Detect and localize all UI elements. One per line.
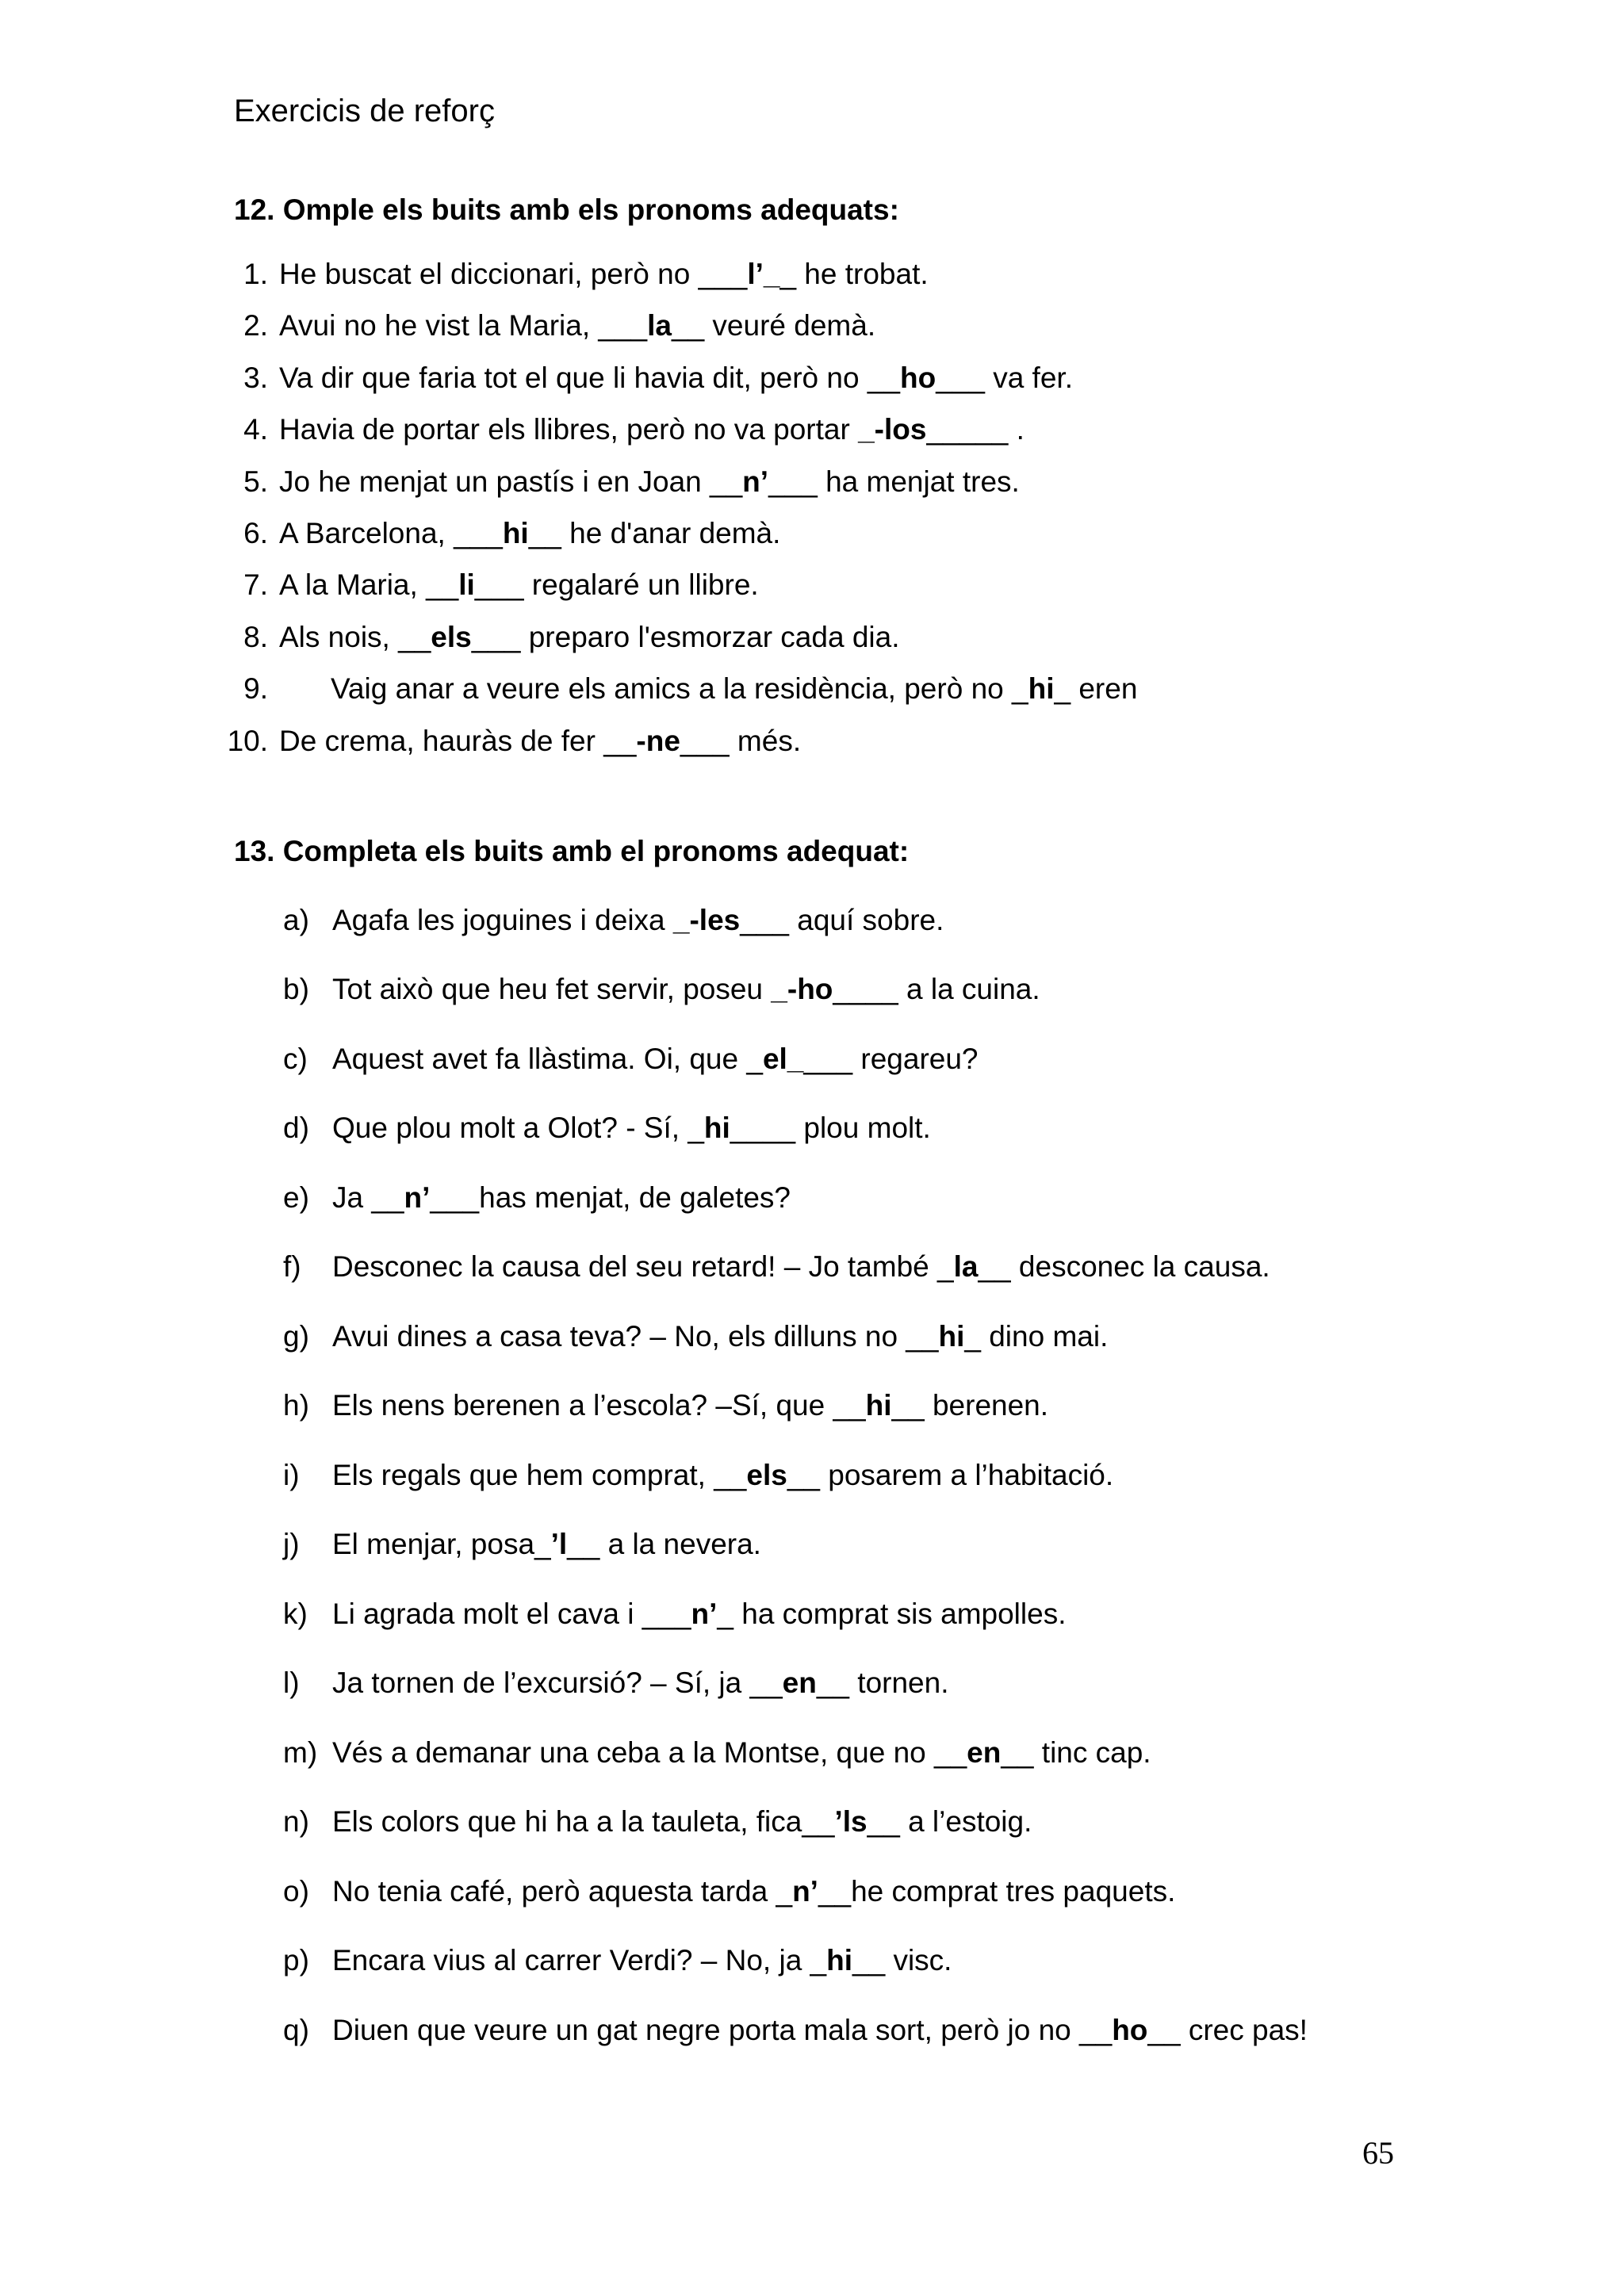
item-text: Vés a demanar una ceba a la Montse, que no __en__ tinc cap. [332,1736,1151,1769]
answer-fill: hi [703,1112,730,1144]
item-number: 9. [243,672,268,705]
item-text: Els regals que hem comprat, __els__ posarem a l’habitació. [332,1459,1114,1491]
item-text: Que plou molt a Olot? - Sí, _hi____ plou molt. [332,1112,931,1144]
item-text: He buscat el diccionari, però no ___l’__ he trobat. [279,258,929,290]
item-letter: n) [283,1805,309,1838]
answer-fill: hi [502,517,529,549]
item-text: A la Maria, __li___ regalaré un llibre. [279,568,759,601]
item-text: Vaig anar a veure els amics a la residència, però no _hi_ eren [331,672,1138,705]
answer-fill: n’ [691,1598,718,1630]
item-number: 10. [227,725,268,757]
item-number: 2. [243,309,268,342]
item-letter: e) [283,1181,309,1214]
item-text: De crema, hauràs de fer __-ne___ més. [279,725,802,757]
item-letter: a) [283,904,309,936]
item-text: Agafa les joguines i deixa _-les___ aquí sobre. [332,904,944,936]
answer-fill: n’ [792,1875,818,1908]
item-number: 8. [243,621,268,653]
section-13-title: 13. Completa els buits amb el pronoms adequat: [234,835,910,867]
item-text: Aquest avet fa llàstima. Oi, que _el____ regareu? [332,1043,979,1075]
item-letter: m) [283,1736,318,1769]
item-number: 4. [243,413,268,446]
item-text: Els nens berenen a l’escola? –Sí, que __hi__ berenen. [332,1389,1049,1422]
item-text: Diuen que veure un gat negre porta mala sort, però jo no __ho__ crec pas! [332,2014,1308,2046]
item-text: Li agrada molt el cava i ___n’_ ha comprat sis ampolles. [332,1598,1067,1630]
item-text: Encara vius al carrer Verdi? – No, ja _hi__ visc. [332,1944,952,1976]
answer-fill: -ne [636,725,680,757]
item-letter: p) [283,1944,309,1976]
item-text: Havia de portar els llibres, però no va portar _-los_____ . [279,413,1025,446]
item-letter: h) [283,1389,309,1422]
answer-fill: els [431,621,472,653]
section-12-title: 12. Omple els buits amb els pronoms adequats: [234,193,899,226]
item-text: Avui no he vist la Maria, ___la__ veuré demà. [279,309,876,342]
answer-fill: la [647,309,672,342]
item-number: 7. [243,568,268,601]
item-text: Avui dines a casa teva? – No, els dilluns no __hi_ dino mai. [332,1320,1109,1353]
item-text: Va dir que faria tot el que li havia dit, però no __ho___ va fer. [279,362,1073,394]
item-letter: b) [283,973,309,1005]
item-number: 6. [243,517,268,549]
item-letter: l) [283,1667,300,1699]
item-text: Jo he menjat un pastís i en Joan __n’___ ha menjat tres. [279,465,1020,498]
item-text: Als nois, __els___ preparo l'esmorzar cada dia. [279,621,900,653]
answer-fill: _-ho [771,973,833,1005]
item-letter: q) [283,2014,309,2046]
answer-fill: els [746,1459,787,1491]
answer-fill: el_ [762,1043,804,1075]
item-letter: f) [283,1250,301,1283]
answer-fill: _-les [672,904,741,936]
answer-fill: hi [1028,672,1055,705]
item-letter: o) [283,1875,309,1908]
answer-fill: en [967,1736,1002,1769]
item-text: El menjar, posa_’l__ a la nevera. [332,1528,761,1560]
item-text: Els colors que hi ha a la tauleta, fica__’ls__ a l’estoig. [332,1805,1032,1838]
item-text: Ja __n’___has menjat, de galetes? [332,1181,791,1214]
page-number: 65 [1362,2135,1394,2171]
item-letter: d) [283,1112,309,1144]
answer-fill: n’ [404,1181,431,1214]
item-text: Tot això que heu fet servir, poseu _-ho____ a la cuina. [332,973,1040,1005]
page-header-title: Exercicis de reforç [234,94,495,128]
item-letter: c) [283,1043,308,1075]
answer-fill: ho [1112,2014,1148,2046]
answer-fill: li [458,568,475,601]
item-text: A Barcelona, ___hi__ he d'anar demà. [279,517,781,549]
answer-fill: hi [826,1944,853,1976]
answer-fill: ’ls [834,1805,868,1838]
answer-fill: hi [865,1389,892,1422]
item-letter: i) [283,1459,300,1491]
item-letter: j) [283,1528,300,1560]
item-number: 1. [243,258,268,290]
item-number: 3. [243,362,268,394]
item-text: Ja tornen de l’excursió? – Sí, ja __en__ tornen. [332,1667,949,1699]
answer-fill: la [953,1250,979,1283]
item-text: Desconec la causa del seu retard! – Jo també _la__ desconec la causa. [332,1250,1270,1283]
answer-fill: _-los [858,413,927,446]
answer-fill: l’_ [747,258,780,290]
answer-fill: ’l [550,1528,568,1560]
item-text: No tenia café, però aquesta tarda _n’__he comprat tres paquets. [332,1875,1176,1908]
answer-fill: ho [899,362,936,394]
item-letter: g) [283,1320,309,1353]
answer-fill: n’ [742,465,769,498]
item-number: 5. [243,465,268,498]
answer-fill: hi [938,1320,965,1353]
item-letter: k) [283,1598,308,1630]
answer-fill: en [782,1667,817,1699]
